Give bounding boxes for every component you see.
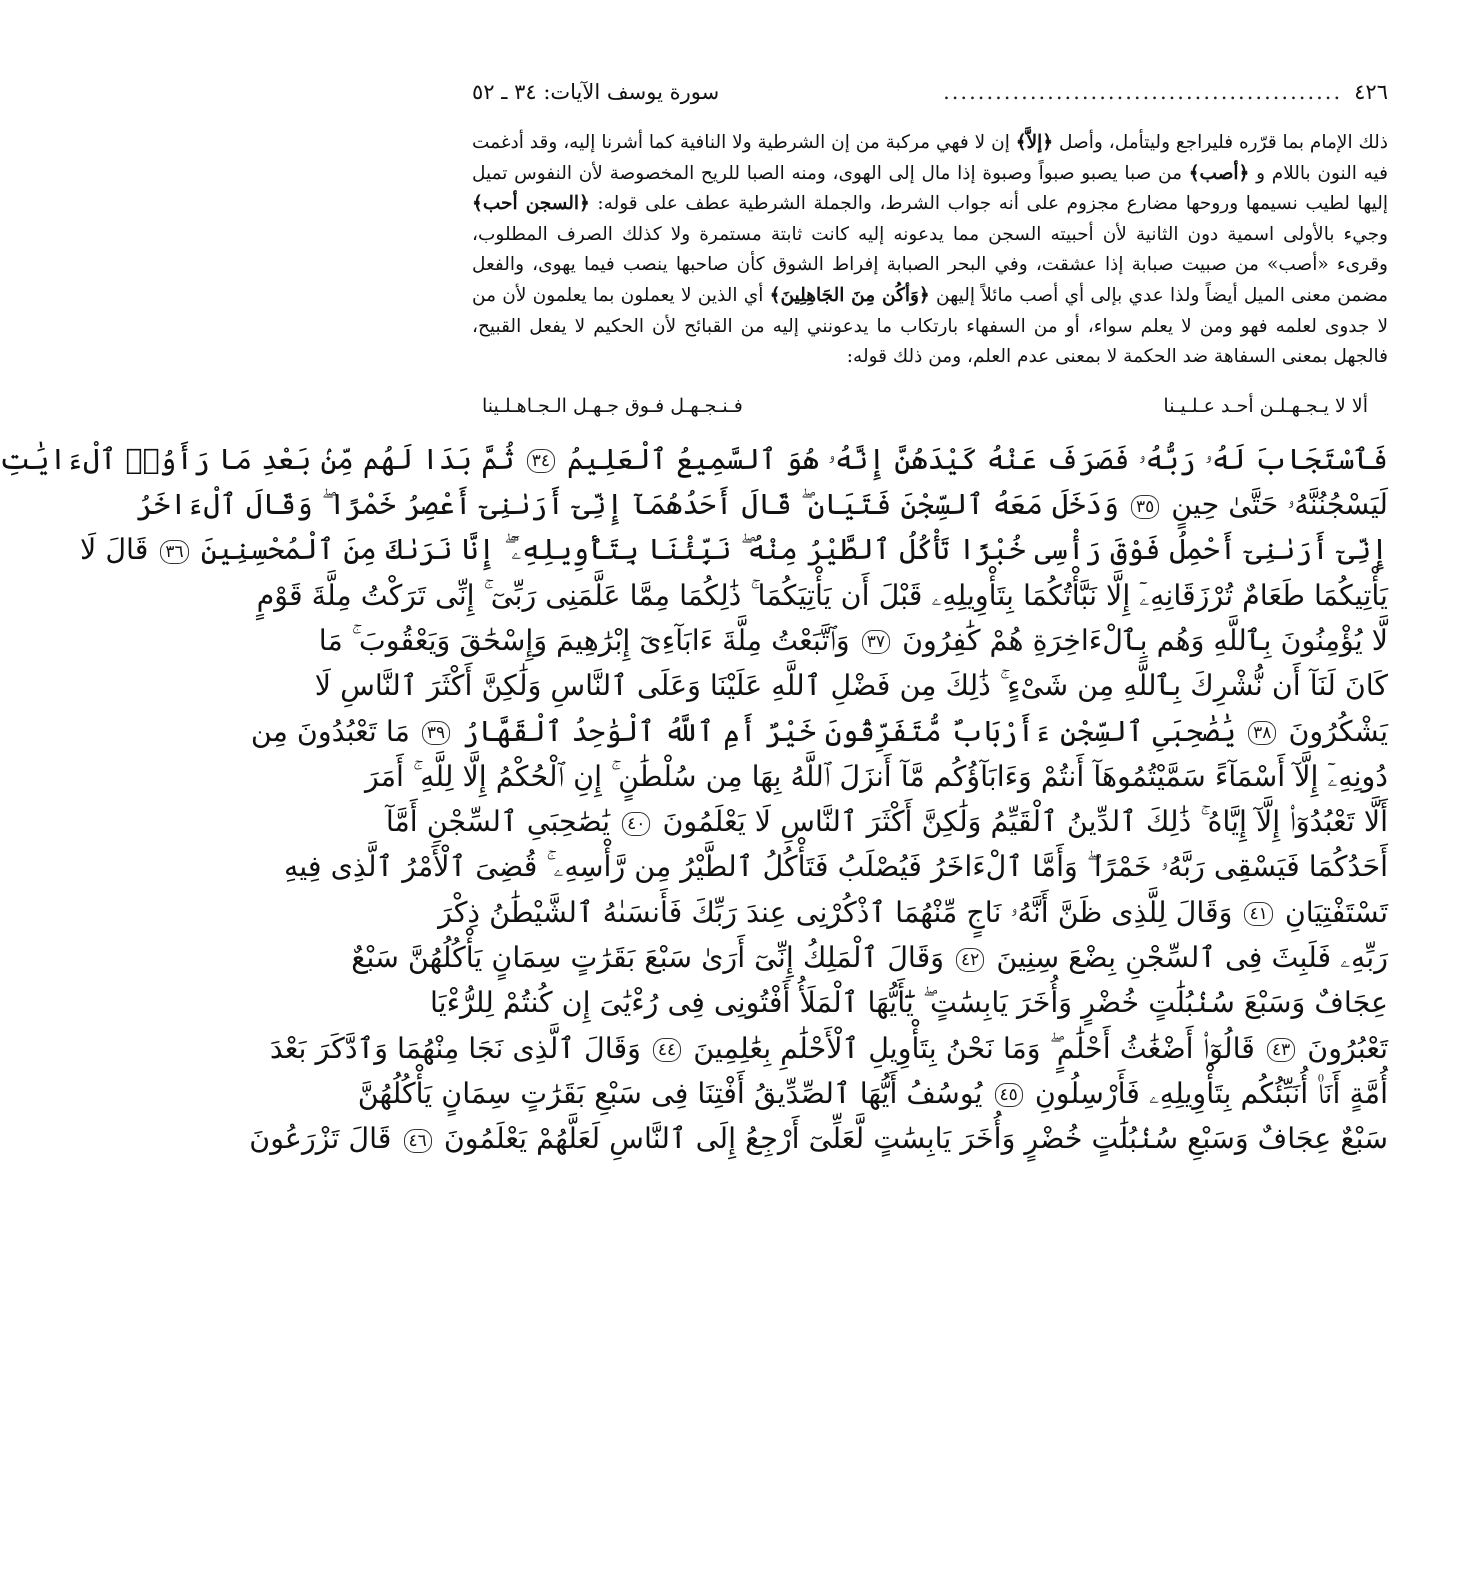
quran-segment: تَسْتَفْتِيَانِ <box>1284 895 1388 929</box>
quran-segment: وَقَالَ ٱلْمَلِكُ إِنِّىٓ أَرَىٰ سَبْعَ بَقَرَٰتٍ سِمَانٍ يَأْكُلُهُنَّ سَبْعٌ <box>351 941 944 975</box>
ayah-number-marker: ٣٦ <box>160 540 188 564</box>
quran-segment: يَٰصَٰحِبَىِ ٱلسِّجْنِ أَمَّآ <box>385 805 611 839</box>
quran-line <box>284 844 1388 889</box>
quran-segment: أُمَّةٍ أَنَا۠ أُنَبِّئُكُم بِتَأْوِيلِهِۦ فَأَرْسِلُونِ <box>1034 1076 1388 1110</box>
ayah-number-marker: ٤١ <box>1244 902 1272 926</box>
commentary-paragraph <box>472 128 1388 373</box>
quran-segment: ثُمَّ بَدَا لَهُم مِّنۢ بَعْدِ مَا رَأَوُا۟ ٱلْءَايَٰتِ <box>0 442 515 476</box>
page-header <box>472 80 1388 122</box>
quran-segment: وَدَخَلَ مَعَهُ ٱلسِّجْنَ فَتَيَانِ ۖ قَالَ أَحَدُهُمَآ إِنِّىٓ أَرَىٰنِىٓ أَعْصِرُ خَمْرًا ۖ وَقَالَ ٱلْءَاخَرُ <box>136 488 1119 522</box>
quran-line <box>429 980 1388 1025</box>
quran-line <box>318 618 1388 663</box>
quran-line <box>250 709 1388 754</box>
quoted-word: ﴿السجن أحب﴾ <box>472 193 590 215</box>
quran-segment: يَشْكُرُونَ <box>1288 714 1388 748</box>
ayah-number-marker: ٣٤ <box>527 449 555 473</box>
quran-line <box>314 663 1388 708</box>
ayah-number-marker: ٤٤ <box>653 1038 681 1062</box>
ayah-number-marker: ٤٥ <box>995 1083 1023 1107</box>
quran-line <box>364 754 1388 799</box>
quran-segment: كَانَ لَنَآ أَن نُّشْرِكَ بِٱللَّهِ مِن شَىْءٍ ۚ ذَٰلِكَ مِن فَضْلِ ٱللَّهِ عَلَيْنَا وَعَلَى ٱلنَّاسِ وَلَٰكِنَّ أَكْثَرَ ٱلنَّاسِ لَا <box>314 669 1388 703</box>
quran-line <box>269 1026 1388 1071</box>
quran-segment: مَا تَعْبُدُونَ مِن <box>250 714 410 748</box>
quran-segment: أَلَّا تَعْبُدُوٓا۟ إِلَّآ إِيَّاهُ ۚ ذَٰلِكَ ٱلدِّينُ ٱلْقَيِّمُ وَلَٰكِنَّ أَكْثَرَ ٱلنَّاسِ لَا يَعْلَمُونَ <box>662 805 1388 839</box>
commentary-text: ذلك الإمام بما قرّره فليراجع وليتأمل، وأصل <box>1059 132 1388 153</box>
ayah-number-marker: ٤٢ <box>956 948 984 972</box>
quoted-word: ﴿وَأكُن مِنَ الجَاهِلِينَ﴾ <box>769 284 930 306</box>
quran-line <box>0 437 1388 482</box>
ayah-number-marker: ٤٦ <box>404 1129 432 1153</box>
commentary-text: وجيء بالأولى اسمية دون الثانية لأن أحبيته السجن مما يدعونه إليه كانت ثابتة مستمرة ولا كذلك الصرف المطلوب، وقرىء «أصب» من صبيت صبابة إذا عشقت، وفي البحر الصبابة إفراط الشوق كأن صاحبها ينصب فيما يهوى، والفعل مضمن معنى الميل أيضاً ولذا عدي بإلى أي أصب مائلاً إليهن <box>472 223 1388 306</box>
quran-line <box>357 1071 1388 1116</box>
quran-segment: إِنِّىٓ أَرَىٰنِىٓ أَحْمِلُ فَوْقَ رَأْسِى خُبْزًا تَأْكُلُ ٱلطَّيْرُ مِنْهُ ۖ نَبِّئْنَا بِتَأْوِيلِهِۦٓ ۖ إِنَّا نَرَىٰكَ مِنَ ٱلْمُحْسِنِينَ <box>200 533 1388 567</box>
quran-text-block <box>0 437 1388 1162</box>
quran-segment: وَقَالَ ٱلَّذِى نَجَا مِنْهُمَا وَٱدَّكَرَ بَعْدَ <box>269 1031 641 1065</box>
quran-segment: وَٱتَّبَعْتُ مِلَّةَ ءَابَآءِىٓ إِبْرَٰهِيمَ وَإِسْحَٰقَ وَيَعْقُوبَ ۚ مَا <box>318 623 850 657</box>
ayah-number-marker: ٣٩ <box>422 721 450 745</box>
quran-segment: يُوسُفُ أَيُّهَا ٱلصِّدِّيقُ أَفْتِنَا فِى سَبْعِ بَقَرَٰتٍ سِمَانٍ يَأْكُلُهُنَّ <box>357 1076 983 1110</box>
quran-line <box>256 573 1388 618</box>
quran-segment: تَعْبُرُونَ <box>1307 1031 1388 1065</box>
quran-segment: قَالُوٓا۟ أَضْغَٰثُ أَحْلَٰمٍ ۖ وَمَا نَحْنُ بِتَأْوِيلِ ٱلْأَحْلَٰمِ بِعَٰلِمِينَ <box>693 1031 1255 1065</box>
page-number: ٤٢٦ <box>1354 80 1388 104</box>
quran-segment: عِجَافٌ وَسَبْعَ سُنۢبُلَٰتٍ خُضْرٍ وَأُخَرَ يَابِسَٰتٍ ۖ يَٰٓأَيُّهَا ٱلْمَلَأُ أَفْتُونِى فِى رُءْيَٰىَ إِن كُنتُمْ لِلرُّءْيَا <box>429 986 1388 1020</box>
poem-hemistich-second: فـنـجـهـل فـوق جـهـل الـجـاهـلـينا <box>482 394 743 417</box>
commentary-text: من صبا يصبو صبواً وصبوة إذا مال إلى الهوى، ومنه الصبا للريح المخصوصة لأن النفوس تميل إليها لطيب نسيمها وروحها مضارع مجزوم على أنه جواب الشرط، والجملة الشرطية عطف على قوله: <box>472 162 1388 215</box>
poetry-verse <box>482 395 1368 417</box>
quran-segment: أَحَدُكُمَا فَيَسْقِى رَبَّهُۥ خَمْرًا ۖ وَأَمَّا ٱلْءَاخَرُ فَيُصْلَبُ فَتَأْكُلُ ٱلطَّيْرُ مِن رَّأْسِهِۦ ۚ قُضِىَ ٱلْأَمْرُ ٱلَّذِى فِيهِ <box>284 850 1388 884</box>
quran-line <box>385 799 1388 844</box>
quran-segment: يَأْتِيكُمَا طَعَامٌ تُرْزَقَانِهِۦٓ إِلَّا نَبَّأْتُكُمَا بِتَأْوِيلِهِۦ قَبْلَ أَن يَأْتِيَكُمَا ۚ ذَٰلِكُمَا مِمَّا عَلَّمَنِى رَبِّىٓ ۚ إِنِّى تَرَكْتُ مِلَّةَ قَوْمٍ <box>256 578 1388 612</box>
quran-line <box>249 1116 1388 1161</box>
ayah-number-marker: ٤٣ <box>1267 1038 1295 1062</box>
quran-segment: وَقَالَ لِلَّذِى ظَنَّ أَنَّهُۥ نَاجٍ مِّنْهُمَا ٱذْكُرْنِى عِندَ رَبِّكَ فَأَنسَىٰهُ ٱلشَّيْطَٰنُ ذِكْرَ <box>438 895 1233 929</box>
quran-segment: قَالَ تَزْرَعُونَ <box>249 1122 392 1156</box>
poem-hemistich-first: ألا لا يـجـهـلـن أحـد عـلـيـنا <box>1163 394 1368 417</box>
commentary-text: إن لا فهي مركبة من إن الشرطية ولا النافية كما أشرنا إليه، وقد أدغمت فيه النون باللام و <box>472 132 1388 184</box>
quran-segment: دُونِهِۦٓ إِلَّآ أَسْمَآءً سَمَّيْتُمُوهَآ أَنتُمْ وَءَابَآؤُكُم مَّآ أَنزَلَ ٱللَّهُ بِهَا مِن سُلْطَٰنٍ ۚ إِنِ ٱلْحُكْمُ إِلَّا لِلَّهِ ۚ أَمَرَ <box>364 759 1388 793</box>
quran-segment: لَّا يُؤْمِنُونَ بِٱللَّهِ وَهُم بِٱلْءَاخِرَةِ هُمْ كَٰفِرُونَ <box>902 623 1388 657</box>
quoted-word: ﴿إلاَّ﴾ <box>1015 132 1054 153</box>
ayah-number-marker: ٤٠ <box>622 812 650 836</box>
quran-line <box>351 935 1388 980</box>
quran-segment: سَبْعٌ عِجَافٌ وَسَبْعِ سُنۢبُلَٰتٍ خُضْرٍ وَأُخَرَ يَابِسَٰتٍ لَّعَلِّىٓ أَرْجِعُ إِلَى ٱلنَّاسِ لَعَلَّهُمْ يَعْلَمُونَ <box>443 1122 1388 1156</box>
ayah-number-marker: ٣٥ <box>1131 495 1159 519</box>
quran-line <box>438 890 1388 935</box>
quran-segment: قَالَ لَا <box>80 533 149 567</box>
quran-segment: رَبِّهِۦ فَلَبِثَ فِى ٱلسِّجْنِ بِضْعَ سِنِينَ <box>996 941 1388 975</box>
book-page <box>0 80 1388 1556</box>
ayah-number-marker: ٣٧ <box>862 630 890 654</box>
quran-line <box>136 482 1388 527</box>
quran-segment: فَٱسْتَجَابَ لَهُۥ رَبُّهُۥ فَصَرَفَ عَنْهُ كَيْدَهُنَّ إِنَّهُۥ هُوَ ٱلسَّمِيعُ ٱلْعَلِيمُ <box>567 442 1388 476</box>
commentary-text: أي الذين لا يعملون بما يعلمون لأن من لا جدوى لعلمه فهو ومن لا يعلم سواء، أو من السفهاء بارتكاب ما يدعونني إليه من القبائح لأن الحكيم لا يفعل القبيح، فالجهل بمعنى السفاهة ضد الحكمة لا بمعنى عدم العلم، ومن ذلك قوله: <box>472 284 1388 368</box>
quran-segment: يَٰصَٰحِبَىِ ٱلسِّجْنِ ءَأَرْبَابٌ مُّتَفَرِّقُونَ خَيْرٌ أَمِ ٱللَّهُ ٱلْوَٰحِدُ ٱلْقَهَّارُ <box>462 714 1237 748</box>
ayah-number-marker: ٣٨ <box>1248 721 1276 745</box>
quran-line <box>80 527 1388 572</box>
quoted-word: ﴿أصب﴾ <box>1188 162 1250 184</box>
quran-segment: لَيَسْجُنُنَّهُۥ حَتَّىٰ حِينٍ <box>1171 488 1388 522</box>
surah-title: سورة يوسف الآيات: ٣٤ ـ ٥٢ <box>472 80 720 104</box>
header-dot-leader: .............................................. <box>943 80 1343 104</box>
